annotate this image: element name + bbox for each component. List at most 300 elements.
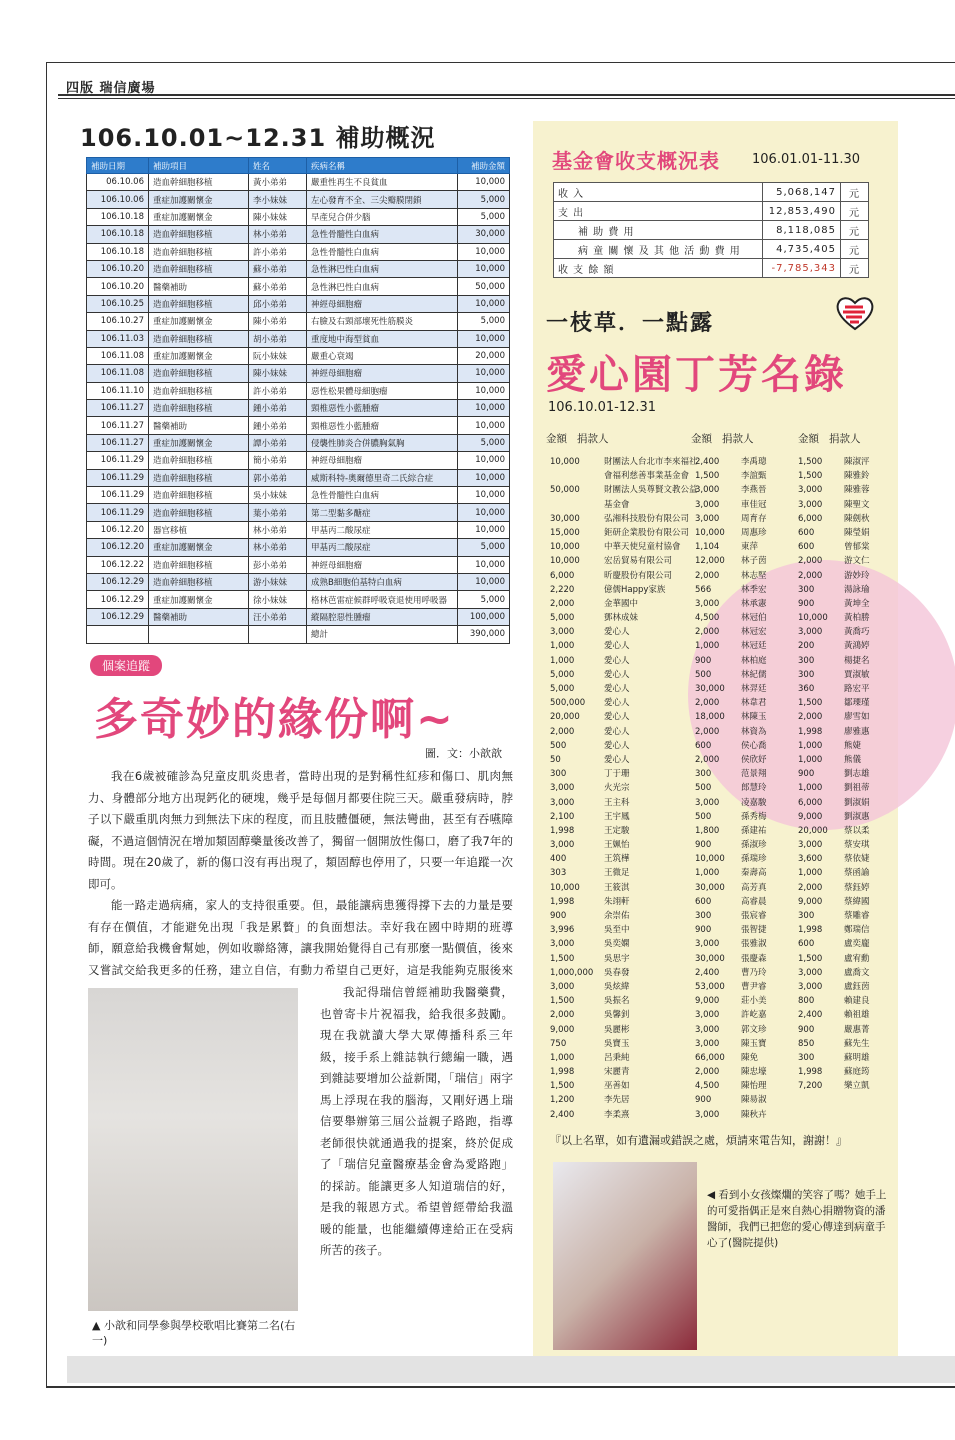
donor-row bbox=[798, 838, 870, 852]
donor-row bbox=[798, 569, 870, 583]
donor-amount: 3,000 bbox=[695, 1010, 720, 1021]
donor-name: 劉志雄 bbox=[844, 769, 870, 780]
fund-value: 5,068,147 bbox=[763, 183, 841, 202]
table-cell: 106.11.27 bbox=[87, 434, 149, 451]
donor-amount: 3,000 bbox=[695, 485, 720, 496]
table-cell: 右臉及右頸部壞死性筋膜炎 bbox=[307, 313, 458, 330]
donor-amount: 1,104 bbox=[695, 542, 720, 553]
donor-amount: 10,000 bbox=[550, 882, 580, 893]
donor-amount: 900 bbox=[550, 911, 567, 921]
donor-row bbox=[550, 1051, 698, 1065]
fund-unit: 元 bbox=[841, 183, 869, 202]
donor-row bbox=[550, 455, 698, 469]
col2-header bbox=[691, 431, 754, 446]
donor-amount: 3,000 bbox=[695, 598, 720, 609]
donor-name: 蘇庭筠 bbox=[844, 1067, 870, 1078]
story-byline: 圖．文：小歆歆 bbox=[425, 747, 502, 760]
donor-amount: 3,000 bbox=[798, 981, 823, 992]
donor-name: 愛心人 bbox=[604, 698, 630, 709]
donor-row bbox=[550, 1093, 698, 1107]
col3-header bbox=[798, 431, 861, 446]
donor-amount: 360 bbox=[798, 684, 815, 694]
donor-name: 鄭瑞信 bbox=[844, 925, 870, 936]
donor-row bbox=[550, 796, 698, 810]
donor-name: 陳淑泙 bbox=[844, 457, 870, 467]
donor-name: 孫秀梅 bbox=[741, 811, 767, 822]
donor-amount: 5,000 bbox=[550, 684, 575, 694]
donor-amount: 2,000 bbox=[798, 712, 823, 723]
donor-row bbox=[550, 1108, 698, 1122]
donor-name: 林冠伯 bbox=[741, 613, 767, 624]
donor-amount: 900 bbox=[695, 1095, 712, 1106]
table-cell: 彭小弟弟 bbox=[249, 556, 307, 573]
donor-row bbox=[695, 824, 767, 838]
table-row bbox=[87, 208, 510, 225]
table-cell: 5,000 bbox=[458, 191, 510, 208]
table-cell: 造血幹細胞移植 bbox=[149, 382, 249, 399]
table-cell: 急性淋巴性白血病 bbox=[307, 278, 458, 295]
table-cell: 10,000 bbox=[458, 556, 510, 573]
table-cell: 106.11.29 bbox=[87, 452, 149, 469]
donor-amount: 600 bbox=[798, 527, 815, 538]
donor-name: 林冠廷 bbox=[741, 641, 767, 652]
donor-amount: 566 bbox=[695, 584, 712, 595]
table-cell: 神經母細胞瘤 bbox=[307, 295, 458, 312]
donor-amount: 200 bbox=[798, 641, 815, 652]
table-cell: 重症加護關懷金 bbox=[149, 347, 249, 364]
donor-row bbox=[695, 796, 767, 810]
donor-name: 吳麗彬 bbox=[604, 1024, 630, 1035]
donor-amount: 303 bbox=[550, 868, 567, 879]
table-cell: 06.10.06 bbox=[87, 174, 149, 191]
table-cell: 神經母細胞瘤 bbox=[307, 452, 458, 469]
donor-row bbox=[798, 781, 870, 795]
table-cell: 汪小弟弟 bbox=[249, 608, 307, 625]
donor-amount: 5,000 bbox=[550, 669, 575, 680]
donor-amount: 1,998 bbox=[550, 896, 575, 907]
fund-value: 8,118,085 bbox=[763, 221, 841, 240]
table-cell bbox=[249, 626, 307, 643]
donor-row bbox=[798, 937, 870, 951]
donor-name: 劉淑娟 bbox=[844, 797, 870, 808]
table-cell: 106.11.08 bbox=[87, 347, 149, 364]
donor-amount: 500 bbox=[550, 740, 567, 751]
donor-amount: 2,400 bbox=[798, 1010, 823, 1021]
donor-name: 盧宥勳 bbox=[844, 953, 870, 964]
donor-name: 鄧林成妹 bbox=[604, 613, 639, 624]
donor-row bbox=[550, 583, 698, 597]
donor-row bbox=[695, 994, 767, 1008]
donor-row bbox=[695, 1079, 767, 1093]
donor-row bbox=[798, 455, 870, 469]
donor-amount: 1,998 bbox=[798, 1067, 823, 1078]
table-cell: 許小弟弟 bbox=[249, 243, 307, 260]
table-cell: 醫藥補助 bbox=[149, 278, 249, 295]
donor-amount: 500 bbox=[695, 669, 712, 680]
donor-name: 金華國中 bbox=[604, 598, 639, 609]
donor-amount: 2,000 bbox=[798, 882, 823, 893]
col-item: 補助項目 bbox=[149, 158, 249, 174]
table-cell bbox=[87, 626, 149, 643]
donor-name: 李柔熹 bbox=[604, 1109, 630, 1120]
donor-name: 林子茵 bbox=[741, 556, 767, 567]
donor-row bbox=[695, 554, 767, 568]
donor-amount: 300 bbox=[695, 769, 712, 780]
table-cell: 100,000 bbox=[458, 608, 510, 625]
donor-amount: 53,000 bbox=[695, 981, 725, 992]
table-cell: 106.10.18 bbox=[87, 243, 149, 260]
table-row bbox=[87, 521, 510, 538]
table-cell: 器官移植 bbox=[149, 521, 249, 538]
donor-amount: 3,000 bbox=[695, 797, 720, 808]
donor-row bbox=[550, 1065, 698, 1079]
table-cell: 造血幹細胞移植 bbox=[149, 556, 249, 573]
table-cell: 106.11.29 bbox=[87, 487, 149, 504]
donor-name: 湯詠瑜 bbox=[844, 584, 870, 595]
donor-row bbox=[695, 852, 767, 866]
donor-row bbox=[798, 1079, 870, 1093]
donor-amount: 3,000 bbox=[798, 840, 823, 851]
donor-name: 高睿晨 bbox=[741, 896, 767, 907]
donor-amount: 500 bbox=[695, 783, 712, 794]
table-cell: 造血幹細胞移植 bbox=[149, 452, 249, 469]
donor-name: 昕慶股份有限公司 bbox=[604, 570, 673, 581]
table-row bbox=[87, 539, 510, 556]
donor-row bbox=[695, 526, 767, 540]
donor-name: 陳昜淑 bbox=[741, 1095, 767, 1106]
donor-row bbox=[798, 597, 870, 611]
donor-row bbox=[798, 540, 870, 554]
donor-name: 愛心人 bbox=[604, 754, 630, 765]
donor-name: 曾郁棠 bbox=[844, 542, 870, 553]
p1-text: 我在6歲被確診為兒童皮肌炎患者，當時出現的是對稱性紅疹和傷口、肌肉無力、身體部分地方出現鈣化的硬塊，幾乎是每個月都要住院三天。嚴重發病時，脖子以下嚴重肌肉無力到無法下床的程度，而且肢體僵硬，無法彎曲，甚至有吞嚥障礙，不過這個情況在增加類固醇藥量後改善了，獨留一個開放性傷口，磨了我7年的時間。現在20歲了，新的傷口沒有再出現了，類固醇也停用了，只要一年追蹤一次即可。 bbox=[88, 769, 513, 891]
donor-row bbox=[798, 710, 870, 724]
table-cell: 總計 bbox=[307, 626, 458, 643]
table-cell: 李小妹妹 bbox=[249, 191, 307, 208]
donor-row bbox=[695, 781, 767, 795]
donor-row bbox=[695, 625, 767, 639]
footer-bar bbox=[67, 1356, 955, 1383]
donor-name: 游文仁 bbox=[844, 556, 870, 567]
donor-amount: 2,400 bbox=[550, 1109, 575, 1120]
donor-amount: 1,500 bbox=[550, 996, 575, 1007]
donor-row bbox=[550, 1079, 698, 1093]
roll-title: 愛心園丁芳名錄 bbox=[546, 352, 847, 398]
header-rule-thin bbox=[58, 98, 955, 99]
table-cell: 50,000 bbox=[458, 278, 510, 295]
donor-amount: 1,500 bbox=[550, 1081, 575, 1092]
donor-row bbox=[550, 668, 698, 682]
donor-name: 王主科 bbox=[604, 797, 630, 808]
donor-name: 高芳真 bbox=[741, 882, 767, 893]
table-cell: 頸椎惡性小藍腫瘤 bbox=[307, 400, 458, 417]
donor-amount: 4,500 bbox=[695, 1081, 720, 1092]
donor-name: 車佳冠 bbox=[741, 499, 767, 510]
table-cell: 10,000 bbox=[458, 243, 510, 260]
donor-amount: 2,000 bbox=[695, 726, 720, 737]
donor-name: 許屹嘉 bbox=[741, 1010, 767, 1021]
donor-row bbox=[798, 654, 870, 668]
donor-name: 嚴惠菁 bbox=[844, 1024, 870, 1035]
table-cell: 106.11.27 bbox=[87, 417, 149, 434]
donor-amount: 3,000 bbox=[550, 783, 575, 794]
donor-name: 黃坤全 bbox=[844, 598, 870, 609]
donor-row bbox=[550, 838, 698, 852]
donor-amount: 3,000 bbox=[550, 797, 575, 808]
donor-amount: 10,000 bbox=[798, 613, 828, 624]
col-disease: 疾病名稱 bbox=[307, 158, 458, 174]
p2-text: 能一路走過病痛，家人的支持很重要。但，最能讓病患獲得撐下去的力量是要有存在價值，才能避免出現「我是累贅」的負面想法。幸好我在國中時期的班導師，願意給我機會幫她，例如收聯絡簿，讓我開始覺得自己有那麼一點價值，後來又嘗試交給我更多的任務，建立自信，有動力希望自己更好，這是我能夠克服後來 bbox=[88, 898, 513, 977]
donor-row bbox=[695, 980, 767, 994]
story-paragraph-3: 我記得瑞信曾經補助我醫藥費，也曾寄卡片祝福我，給我很多鼓勵。現在我就讀大學大眾傳播科系三年級，接手系上雜誌執行總編一職，遇到雜誌要增加公益新聞，「瑞信」兩字馬上浮現在我的腦海，又剛好遇上瑞信要舉辦第三屆公益親子路跑，指導老師很快就通過我的提案，終於促成了「瑞信兒童醫療基金會為愛路跑」的採訪。能讓更多人知道瑞信的好，是我的報恩方式。希望曾經帶給我溫暖的能量，也能繼續傳達給正在受病所苦的孩子。 bbox=[320, 985, 513, 1257]
donor-row bbox=[798, 966, 870, 980]
donor-row bbox=[550, 611, 698, 625]
table-row bbox=[87, 191, 510, 208]
donor-name: 李先居 bbox=[604, 1095, 630, 1106]
donor-name: 吳奕嫻 bbox=[604, 939, 630, 950]
table-row bbox=[87, 295, 510, 312]
header-rule bbox=[58, 94, 955, 96]
donor-name: 吳春發 bbox=[604, 967, 630, 978]
donor-row bbox=[695, 540, 767, 554]
donor-row bbox=[550, 1008, 698, 1022]
donor-row bbox=[798, 796, 870, 810]
donor-amount: 9,000 bbox=[798, 811, 823, 822]
donor-row bbox=[798, 923, 870, 937]
table-cell: 徐小妹妹 bbox=[249, 591, 307, 608]
donor-amount: 1,000 bbox=[550, 1052, 575, 1063]
donor-row bbox=[798, 1008, 870, 1022]
donor-row bbox=[550, 469, 698, 483]
donor-amount: 400 bbox=[550, 854, 567, 865]
donor-row bbox=[798, 1051, 870, 1065]
donor-amount: 3,000 bbox=[798, 485, 823, 496]
table-cell: 106.10.06 bbox=[87, 191, 149, 208]
donor-amount: 3,000 bbox=[550, 981, 575, 992]
donor-amount: 9,000 bbox=[550, 1024, 575, 1035]
table-cell: 106.11.03 bbox=[87, 330, 149, 347]
slogan: 一枝草．一點露 bbox=[546, 311, 715, 336]
donor-amount: 1,000 bbox=[798, 783, 823, 794]
table-row bbox=[87, 452, 510, 469]
table-cell: 神經母細胞瘤 bbox=[307, 556, 458, 573]
table-cell: 葉小弟弟 bbox=[249, 504, 307, 521]
donor-name: 財團法人台北市李來福社 bbox=[604, 457, 698, 467]
table-cell: 胡小弟弟 bbox=[249, 330, 307, 347]
donor-name: 會福利慈善事業基金會 bbox=[604, 471, 690, 482]
donor-name: 陳怡理 bbox=[741, 1081, 767, 1092]
donor-row bbox=[695, 654, 767, 668]
fund-label: 病 童 關 懷 及 其 他 活 動 費 用 bbox=[554, 240, 763, 259]
table-cell: 390,000 bbox=[458, 626, 510, 643]
table-cell: 5,000 bbox=[458, 539, 510, 556]
donor-name: 曹尹睿 bbox=[741, 981, 767, 992]
donor-row bbox=[798, 753, 870, 767]
donor-row bbox=[798, 980, 870, 994]
donor-row bbox=[550, 498, 698, 512]
donor-amount: 3,000 bbox=[695, 1038, 720, 1049]
fund-balance-value: -7,785,343 bbox=[763, 259, 841, 278]
donor-amount: 300 bbox=[695, 911, 712, 921]
fund-value: 12,853,490 bbox=[763, 202, 841, 221]
table-cell: 106.12.29 bbox=[87, 608, 149, 625]
donor-name: 陳免 bbox=[741, 1052, 759, 1063]
donor-column-2 bbox=[695, 455, 767, 1122]
table-cell: 5,000 bbox=[458, 208, 510, 225]
donor-header: 捐款人 bbox=[577, 433, 609, 445]
table-cell: 吳小妹妹 bbox=[249, 487, 307, 504]
table-cell: 106.11.29 bbox=[87, 504, 149, 521]
donor-row bbox=[550, 810, 698, 824]
donor-row bbox=[550, 654, 698, 668]
donor-amount: 900 bbox=[798, 1024, 815, 1035]
table-cell: 造血幹細胞移植 bbox=[149, 365, 249, 382]
table-cell: 陳小妹妹 bbox=[249, 208, 307, 225]
donor-row bbox=[695, 611, 767, 625]
donor-name: 林季宏 bbox=[741, 584, 767, 595]
table-cell: 造血幹細胞移植 bbox=[149, 174, 249, 191]
donor-row bbox=[550, 767, 698, 781]
donor-name: 林陳玉 bbox=[741, 712, 767, 723]
table-cell: 造血幹細胞移植 bbox=[149, 330, 249, 347]
donor-row bbox=[798, 583, 870, 597]
donor-amount: 1,500 bbox=[695, 471, 720, 482]
table-cell: 許小弟弟 bbox=[249, 382, 307, 399]
table-cell: 10,000 bbox=[458, 504, 510, 521]
donor-header: 捐款人 bbox=[722, 433, 754, 445]
donor-name: 秦壽高 bbox=[741, 868, 767, 879]
table-cell: 5,000 bbox=[458, 434, 510, 451]
table-cell: 106.12.20 bbox=[87, 539, 149, 556]
donor-amount: 1,998 bbox=[550, 1067, 575, 1078]
donor-name: 蔡緯國 bbox=[844, 896, 870, 907]
donor-row bbox=[695, 498, 767, 512]
fund-label: 補 助 費 用 bbox=[554, 221, 763, 240]
donor-row bbox=[550, 554, 698, 568]
donor-name: 楊捷名 bbox=[844, 655, 870, 666]
donor-row bbox=[695, 1023, 767, 1037]
table-cell: 30,000 bbox=[458, 226, 510, 243]
donor-row bbox=[695, 483, 767, 497]
donor-name: 財團法人吳尊賢文教公益 bbox=[604, 485, 698, 496]
donor-name: 陳秋卉 bbox=[741, 1109, 767, 1120]
donor-amount: 2,000 bbox=[550, 1010, 575, 1021]
donor-name: 吳炫緯 bbox=[604, 981, 630, 992]
table-row bbox=[87, 434, 510, 451]
donor-amount: 2,000 bbox=[798, 570, 823, 581]
donor-amount: 4,500 bbox=[695, 613, 720, 624]
donor-row bbox=[798, 909, 870, 923]
donor-name: 莊小美 bbox=[741, 996, 767, 1007]
donor-name: 億儒Happy家族 bbox=[604, 584, 666, 595]
donor-amount: 2,100 bbox=[550, 811, 575, 822]
donor-name: 李誼甄 bbox=[741, 471, 767, 482]
table-cell: 威斯科特-奧爾德里奇二氏綜合症 bbox=[307, 469, 458, 486]
table-cell: 重症加護關懷金 bbox=[149, 313, 249, 330]
donor-amount: 1,500 bbox=[798, 457, 823, 467]
aid-title: 106.10.01~12.31 補助概況 bbox=[80, 124, 436, 152]
donor-amount: 3,000 bbox=[695, 939, 720, 950]
table-cell: 神經母細胞瘤 bbox=[307, 365, 458, 382]
donor-name: 侯心喬 bbox=[741, 740, 767, 751]
donor-name: 林冠宏 bbox=[741, 627, 767, 638]
table-cell: 10,000 bbox=[458, 452, 510, 469]
donor-amount: 300 bbox=[798, 655, 815, 666]
donor-row bbox=[550, 725, 698, 739]
donor-name: 賈淑敏 bbox=[844, 669, 870, 680]
donor-amount: 10,000 bbox=[550, 457, 580, 467]
fund-unit: 元 bbox=[841, 221, 869, 240]
donor-name: 游妙玲 bbox=[844, 570, 870, 581]
donor-amount: 1,998 bbox=[798, 726, 823, 737]
donor-name: 路宏平 bbox=[844, 684, 870, 694]
donor-amount: 900 bbox=[695, 655, 712, 666]
donor-row bbox=[550, 952, 698, 966]
donor-amount: 18,000 bbox=[695, 712, 725, 723]
table-cell: 鍾小弟弟 bbox=[249, 400, 307, 417]
table-cell: 造血幹細胞移植 bbox=[149, 573, 249, 590]
story-tag: 個案追蹤 bbox=[90, 655, 162, 676]
table-row bbox=[87, 330, 510, 347]
donor-row bbox=[798, 881, 870, 895]
donor-row bbox=[695, 512, 767, 526]
table-row bbox=[87, 313, 510, 330]
table-cell: 蘇小弟弟 bbox=[249, 278, 307, 295]
donor-name: 蔡以柔 bbox=[844, 825, 870, 836]
donor-row bbox=[798, 1065, 870, 1079]
donor-amount: 12,000 bbox=[695, 556, 725, 567]
donor-row bbox=[798, 824, 870, 838]
table-cell: 10,000 bbox=[458, 174, 510, 191]
table-cell: 10,000 bbox=[458, 295, 510, 312]
donor-name: 劉淑惠 bbox=[844, 811, 870, 822]
donor-row bbox=[550, 980, 698, 994]
donor-name: 周育存 bbox=[741, 513, 767, 524]
donor-name: 林志堅 bbox=[741, 570, 767, 581]
donor-amount: 50 bbox=[550, 754, 561, 765]
donor-name: 愛心人 bbox=[604, 669, 630, 680]
donor-row bbox=[798, 952, 870, 966]
table-cell: 鍾小弟弟 bbox=[249, 417, 307, 434]
donor-row bbox=[550, 937, 698, 951]
donor-row bbox=[550, 909, 698, 923]
donor-amount: 300 bbox=[798, 911, 815, 921]
donor-row bbox=[550, 597, 698, 611]
table-row bbox=[87, 174, 510, 191]
donor-amount: 2,000 bbox=[550, 726, 575, 737]
table-row bbox=[87, 591, 510, 608]
table-cell: 造血幹細胞移植 bbox=[149, 226, 249, 243]
donor-row bbox=[695, 682, 767, 696]
table-cell: 第二型黏多醣症 bbox=[307, 504, 458, 521]
donor-header: 捐款人 bbox=[829, 433, 861, 445]
donor-name: 陳玉寶 bbox=[741, 1038, 767, 1049]
donor-name: 呂秉純 bbox=[604, 1052, 630, 1063]
table-row bbox=[87, 417, 510, 434]
donor-amount: 3,000 bbox=[695, 499, 720, 510]
donor-row bbox=[798, 1037, 870, 1051]
donor-row bbox=[550, 512, 698, 526]
donor-amount: 3,000 bbox=[798, 499, 823, 510]
table-row bbox=[87, 487, 510, 504]
table-row bbox=[87, 469, 510, 486]
donor-row bbox=[798, 725, 870, 739]
donor-amount: 3,000 bbox=[695, 513, 720, 524]
fund-unit: 元 bbox=[841, 202, 869, 221]
amount-header: 金額 bbox=[798, 433, 819, 445]
donor-row bbox=[798, 994, 870, 1008]
table-cell: 10,000 bbox=[458, 417, 510, 434]
